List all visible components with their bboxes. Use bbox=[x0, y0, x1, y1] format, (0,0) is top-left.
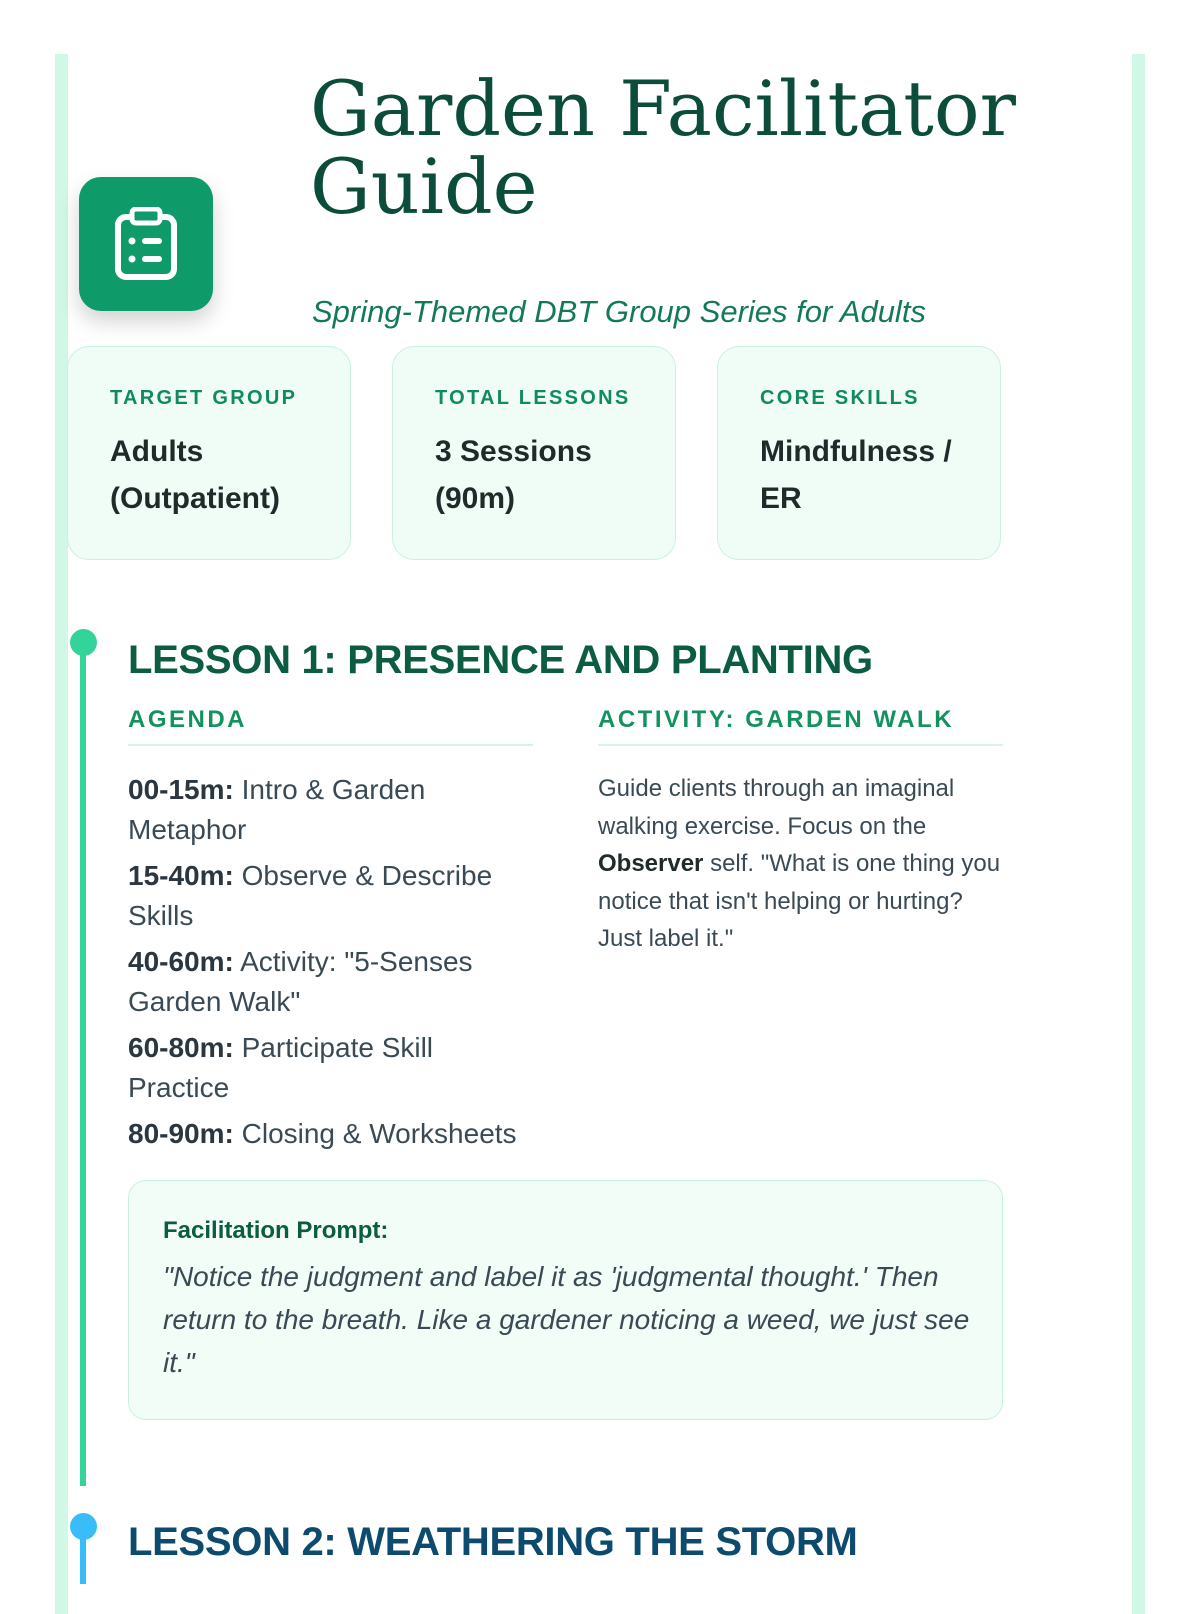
agenda-text: Participate Skill Practice bbox=[128, 1032, 434, 1103]
guide-header bbox=[67, 64, 1047, 340]
agenda-item bbox=[128, 856, 528, 936]
summary-cards bbox=[67, 346, 1047, 562]
activity-text-part: self. "What is one thing you notice that isn't helping or hurting? Just label it." bbox=[598, 850, 1001, 952]
stat-card-core-skills bbox=[717, 346, 1001, 560]
stat-card-total-lessons bbox=[392, 346, 676, 560]
lesson-1-title: LESSON 1: PRESENCE AND PLANTING bbox=[128, 638, 873, 682]
page-title: Garden Facilitator Guide bbox=[310, 64, 1016, 231]
stat-label: TOTAL LESSONS bbox=[435, 387, 631, 409]
stat-label: TARGET GROUP bbox=[110, 387, 298, 409]
agenda-time: 40-60m: bbox=[128, 946, 234, 977]
timeline-dot-lesson-2 bbox=[70, 1513, 97, 1540]
activity-text-part: Guide clients through an imaginal walking exercise. Focus on the bbox=[598, 775, 955, 840]
clipboard-list-icon bbox=[114, 207, 178, 281]
agenda-item bbox=[128, 942, 528, 1022]
agenda-item bbox=[128, 1028, 528, 1108]
agenda-time: 60-80m: bbox=[128, 1032, 234, 1063]
agenda-list bbox=[128, 770, 528, 1160]
prompt-text: "Notice the judgment and label it as 'judgmental thought.' Then return to the breath. Like a gardener noticing a weed, we just see it." bbox=[163, 1261, 970, 1378]
stat-card-target-group bbox=[67, 346, 351, 560]
agenda-text: Activity: "5-Senses Garden Walk" bbox=[128, 946, 473, 1017]
agenda-heading: AGENDA bbox=[128, 706, 533, 746]
stat-value: Adults (Outpatient) bbox=[110, 435, 280, 515]
agenda-time: 80-90m: bbox=[128, 1118, 234, 1149]
timeline-line-lesson-1 bbox=[80, 640, 86, 1486]
agenda-text: Closing & Worksheets bbox=[241, 1118, 517, 1149]
facilitation-prompt-box bbox=[128, 1180, 1003, 1420]
agenda-text: Observe & Describe Skills bbox=[128, 860, 493, 931]
stat-value: 3 Sessions (90m) bbox=[435, 435, 592, 515]
prompt-label: Facilitation Prompt: bbox=[163, 1217, 389, 1244]
stat-label: CORE SKILLS bbox=[760, 387, 920, 409]
agenda-time: 15-40m: bbox=[128, 860, 234, 891]
lesson-2-title: LESSON 2: WEATHERING THE STORM bbox=[128, 1520, 858, 1564]
agenda-item bbox=[128, 1114, 528, 1154]
agenda-item bbox=[128, 770, 528, 850]
activity-description bbox=[598, 770, 1006, 958]
page-subtitle: Spring-Themed DBT Group Series for Adults bbox=[312, 294, 926, 329]
agenda-time: 00-15m: bbox=[128, 774, 234, 805]
timeline-dot-lesson-1 bbox=[70, 629, 97, 656]
activity-bold-term: Observer bbox=[598, 850, 704, 877]
logo-badge bbox=[79, 177, 213, 311]
stat-value: Mindfulness / ER bbox=[760, 435, 952, 515]
agenda-text: Intro & Garden Metaphor bbox=[128, 774, 426, 845]
activity-heading: ACTIVITY: GARDEN WALK bbox=[598, 706, 1003, 746]
